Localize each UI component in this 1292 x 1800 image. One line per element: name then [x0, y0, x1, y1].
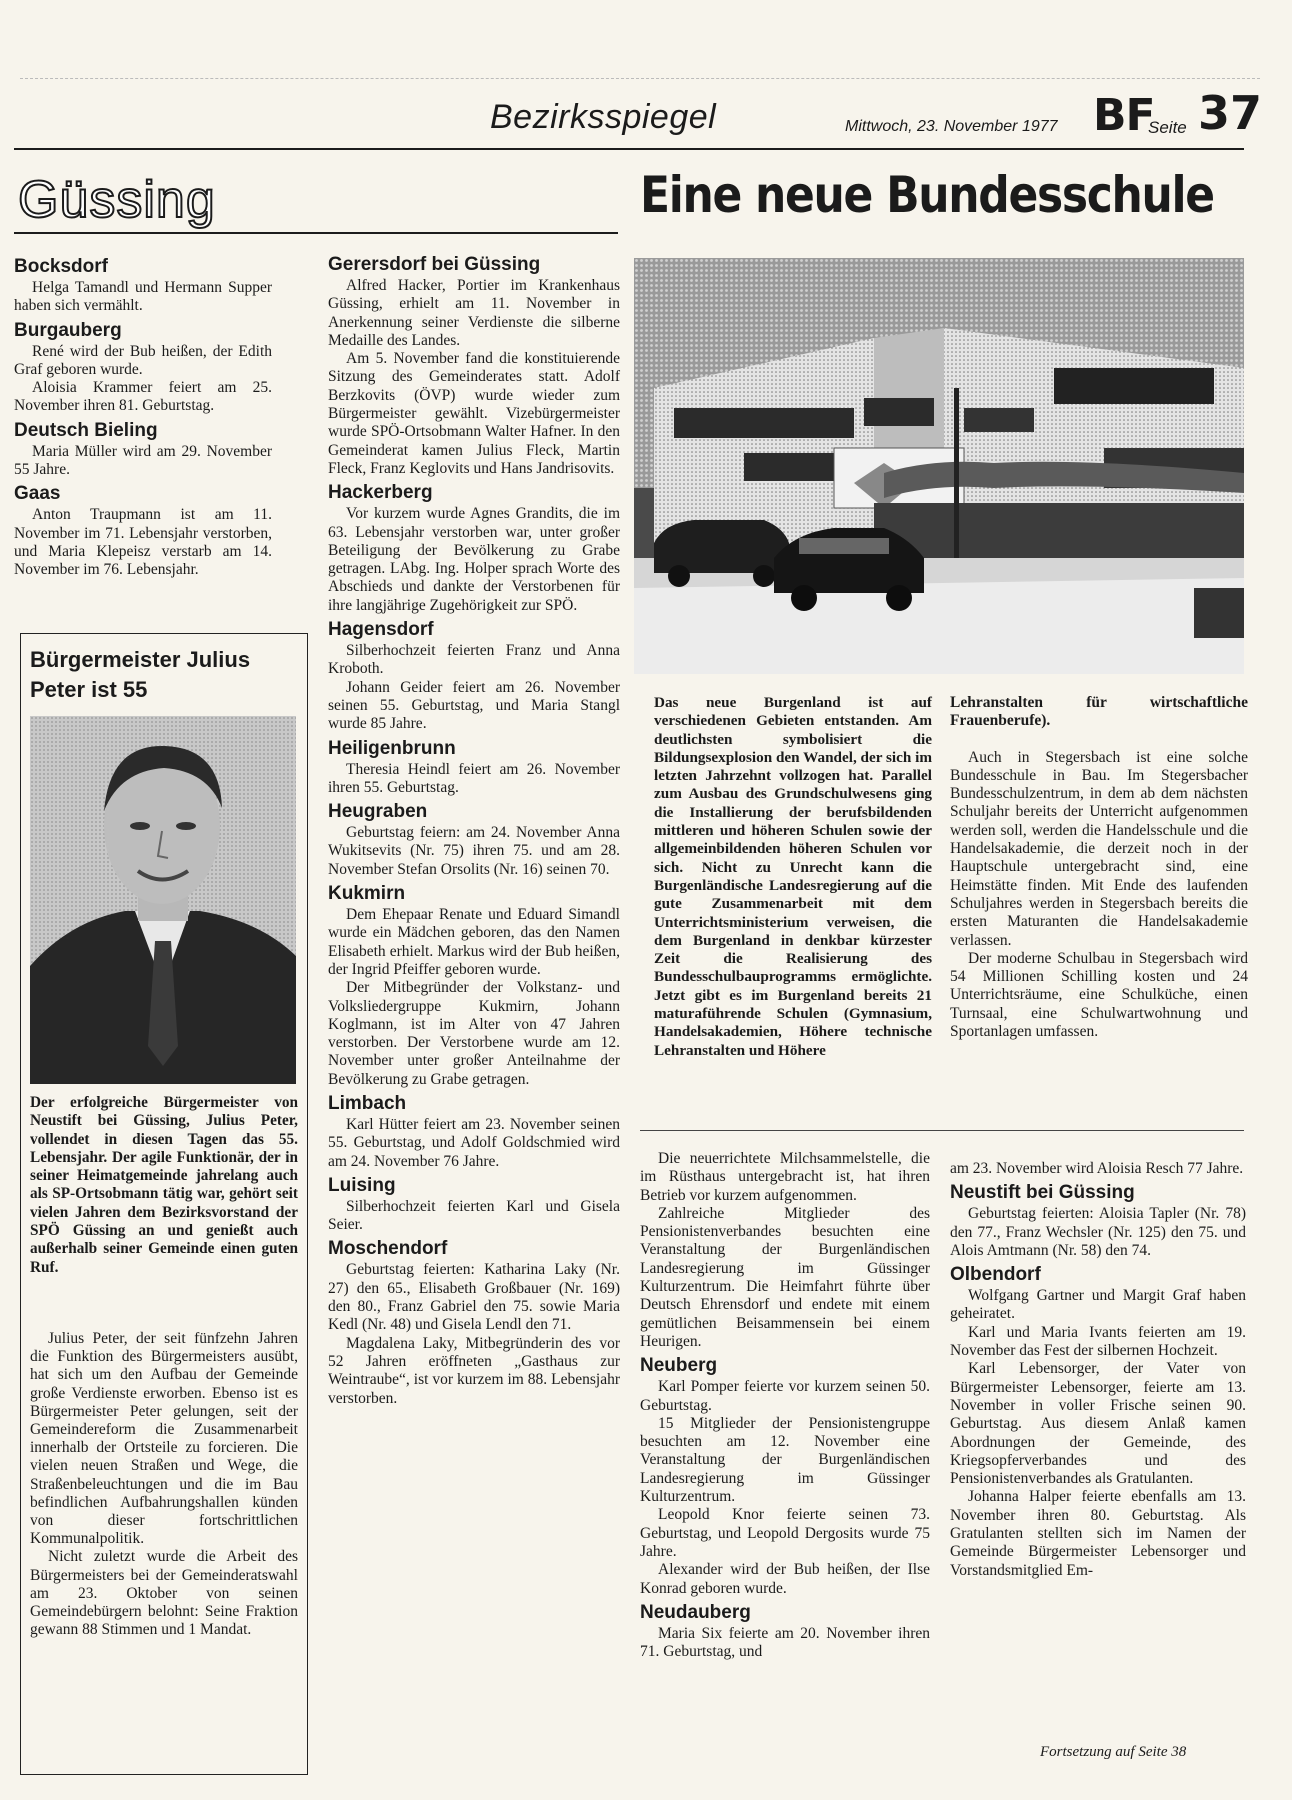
news-paragraph: Anton Traupmann ist am 11. November im 71. Lebensjahr verstorben, und Maria Klepeisz verstarb am 14. November im 76. Lebensjahr. — [14, 506, 272, 579]
issue-date: Mittwoch, 23. November 1977 — [845, 118, 1058, 135]
news-paragraph: Alfred Hacker, Portier im Krankenhaus Güssing, erhielt am 11. November in Anerkennung seiner Verdienste die silberne Medaille des Landes. — [328, 277, 620, 349]
news-paragraph: am 23. November wird Aloisia Resch 77 Jahre. — [950, 1160, 1244, 1177]
news-paragraph: Johann Geider feiert am 26. November seinen 55. Geburtstag, und Maria Stangl wurde 85 Jahre. — [328, 678, 620, 733]
column-1 — [14, 252, 272, 580]
page-number: 37 — [1198, 86, 1263, 140]
news-paragraph: Karl Lebensorger, der Vater von Bürgermeister Lebensorger, feierte am 13. November in voller Frische seinen 90. Geburtstag. Aus diesem Anlaß kamen Abordnungen der Gemeinde, des Kriegsopferverbandes und des Pensionistenverbandes als Gratulanten. — [950, 1360, 1246, 1488]
news-paragraph: Die neuerrichtete Milchsammelstelle, die im Rüsthaus untergebracht ist, hat ihren Betrieb vor kurzem aufgenommen. — [640, 1150, 930, 1204]
news-paragraph: Zahlreiche Mitglieder des Pensionistenverbandes besuchten eine Veranstaltung der Burgenländischen Landesregierung im Güssinger Kulturzentrum. Die Heimfahrt führte über Deutsch Ehrensdorf und endete mit einem gemütlichen Beisammensein bei einem Heurigen. — [640, 1204, 930, 1350]
profile-body-paragraph: Julius Peter, der seit fünfzehn Jahren die Funktion des Bürgermeisters ausübt, hat sich um den Aufbau der Gemeinde große Verdienste erworben. Ebenso ist es Bürgermeister Peter gelungen, seit der Gemeindereform die Zusammenarbeit innerhalb der Ortsteile zu forcieren. Die vielen neuen Straßen und Wege, die Straßenbeleuchtungen und die im Bau befindlichen Aufbahrungshallen künden von dieser fortschrittlichen Kommunalpolitik. — [30, 1330, 298, 1548]
portrait-photo — [30, 716, 296, 1084]
news-paragraph: Helga Tamandl und Hermann Supper haben sich vermählt. — [14, 279, 272, 315]
place-heading: Deutsch Bieling — [14, 419, 158, 441]
news-paragraph: Maria Müller wird am 29. November 55 Jahre. — [14, 442, 272, 479]
place-heading: Bocksdorf — [14, 256, 108, 277]
column-3 — [640, 1150, 930, 1661]
place-heading: Neuberg — [640, 1355, 718, 1377]
place-heading: Moschendorf — [328, 1238, 448, 1260]
continued-note: Fortsetzung auf Seite 38 — [1040, 1744, 1187, 1760]
column-4 — [950, 1160, 1246, 1580]
news-paragraph: Geburtstag feiern: am 24. November Anna Wukitsevits (Nr. 75) ihren 75. und am 28. November Stefan Orsolits (Nr. 16) seinen 70. — [328, 824, 620, 878]
place-heading: Gaas — [14, 483, 61, 505]
caption-continuation-bold: Lehranstalten für wirtschaftliche Frauenberufe). — [950, 694, 1248, 730]
news-paragraph: Wolfgang Gartner und Margit Graf haben geheiratet. — [950, 1287, 1246, 1323]
top-margin-line — [20, 78, 1260, 80]
news-paragraph: 15 Mitglieder der Pensionistengruppe besuchten am 12. November eine Veranstaltung der Burgenländischen Landesregierung im Güssinger Kulturzentrum. — [640, 1414, 930, 1506]
news-paragraph: Am 5. November fand die konstituierende Sitzung des Gemeinderates statt. Adolf Berzkovits (ÖVP) wurde wieder zum Bürgermeister gewählt. Vizebürgermeister wurde SPÖ-Ortsobmann Walter Hafner. In den Gemeinderat kamen Julius Fleck, Martin Fleck, Franz Keglovits und Hans Jandrisovits. — [328, 350, 620, 477]
section-title: Bezirksspiegel — [490, 98, 717, 136]
region-rule — [14, 232, 618, 234]
news-paragraph: Karl Pomper feierte vor kurzem seinen 50. Geburtstag. — [640, 1378, 930, 1414]
headline: Eine neue Bundesschule — [640, 166, 1214, 224]
place-heading: Burgauberg — [14, 319, 122, 341]
news-paragraph: Leopold Knor feierte seinen 73. Geburtstag, und Leopold Dergosits wurde 75 Jahre. — [640, 1506, 930, 1560]
place-heading: Gerersdorf bei Güssing — [328, 254, 541, 275]
news-paragraph: Karl und Maria Ivants feierten am 19. November das Fest der silbernen Hochzeit. — [950, 1323, 1246, 1360]
news-paragraph: Alexander wird der Bub heißen, der Ilse Konrad geboren wurde. — [640, 1561, 930, 1597]
news-paragraph: Karl Hütter feiert am 23. November seinen 55. Geburtstag, und Adolf Goldschmied wird am 24. November 76 Jahre. — [328, 1115, 620, 1170]
news-paragraph: Dem Ehepaar Renate und Eduard Simandl wurde ein Mädchen geboren, das den Namen Elisabeth erhielt. Markus wird der Bub heißen, der Ingrid Pfeiffer geboren wurde. — [328, 906, 620, 978]
place-heading: Hagensdorf — [328, 619, 434, 641]
article-paragraph: Der moderne Schulbau in Stegersbach wird 54 Millionen Schilling kosten und 24 Unterrichtsräume, eine Schulküche, einen Turnsaal, eine Schulwartwohnung und Sportanlagen umfassen. — [950, 949, 1248, 1041]
news-paragraph: Johanna Halper feierte ebenfalls am 13. November ihren 80. Geburtstag. Als Gratulanten stellten sich im Namen der Gemeinde Bürgermeister Lebensorger und Vorstandsmitglied Em- — [950, 1488, 1246, 1579]
place-heading: Kukmirn — [328, 883, 406, 905]
news-paragraph: Der Mitbegründer der Volkstanz- und Volksliedergruppe Kukmirn, Johann Koglmann, ist im Alter von 47 Jahren verstorben. Der Verstorbene wurde am 12. November unter großer Anteilnahme der Bevölkerung zu Grabe getragen. — [328, 979, 620, 1088]
photo-caption-lead: Das neue Burgenland ist auf verschiedenen Gebieten entstanden. Am deutlichsten symbolisiert die Bildungsexplosion den Wandel, der sich im letzten Jahrzehnt vollzogen hat. Parallel zum Ausbau des Grundschulwesens ging die Installierung der berufsbildenden mittleren und höheren Schulen sowie der allgemeinbildenden höheren Schulen vor sich. Nicht zu Unrecht kann die Burgenländische Landesregierung auf die gute Zusammenarbeit mit dem Unterrichtsministerium verweisen, die dem Burgenland in denkbar kürzester Zeit die Realisierung des Bundesschulbauprogramms ermöglichte. Jetzt gibt es im Burgenland bereits 21 maturaführende Schulen (Gymnasium, Handelsakademien, Höhere technische Lehranstalten und Höhere — [654, 694, 932, 1059]
news-paragraph: Maria Six feierte am 20. November ihren 71. Geburtstag, und — [640, 1624, 930, 1661]
news-paragraph: Silberhochzeit feierten Karl und Gisela Seier. — [328, 1197, 620, 1234]
news-paragraph: Geburtstag feierten: Aloisia Tapler (Nr. 78) den 77., Franz Wechsler (Nr. 125) den 75. und Alois Amtmann (Nr. 58) den 74. — [950, 1205, 1246, 1259]
profile-body-paragraph: Nicht zuletzt wurde die Arbeit des Bürgermeisters bei der Gemeinderatswahl am 23. Oktober von seinen Gemeindebürgern belohnt: Seine Fraktion gewann 88 Stimmen und 1 Mandat. — [30, 1548, 298, 1639]
place-heading: Neustift bei Güssing — [950, 1182, 1135, 1204]
school-building-photo — [634, 258, 1244, 674]
place-heading: Hackerberg — [328, 482, 433, 504]
profile-lead: Der erfolgreiche Bürgermeister von Neustift bei Güssing, Julius Peter, vollendet in diesen Tagen das 55. Lebensjahr. Der agile Funktionär, der in seiner Heimatgemeinde jahrelang auch als SP-Ortsobmann tätig war, gehört seit vielen Jahren dem Bezirksvorstand der SPÖ Güssing an und genießt auch außerhalb seiner Gemeinde einen guten Ruf. — [30, 1094, 298, 1276]
page-label: Seite — [1148, 118, 1187, 137]
news-paragraph: René wird der Bub heißen, der Edith Graf geboren wurde. — [14, 342, 272, 378]
news-paragraph: Geburtstag feierten: Katharina Laky (Nr. 27) den 65., Elisabeth Großbauer (Nr. 169) den 80., Franz Gabriel den 75. sowie Maria Kedl (Nr. 48) und Gisela Lendl den 71. — [328, 1261, 620, 1334]
news-paragraph: Vor kurzem wurde Agnes Grandits, die im 63. Lebensjahr verstorben war, unter großer Beteiligung der Bevölkerung zu Grabe getragen. LAbg. Ing. Holper sprach Worte des Abschieds und dankte der Verstorbenen für ihre langjährige Zugehörigkeit zur SPÖ. — [328, 505, 620, 614]
header-rule — [14, 148, 1244, 150]
news-paragraph: Aloisia Krammer feiert am 25. November ihren 81. Geburtstag. — [14, 379, 272, 415]
place-heading: Neudauberg — [640, 1601, 751, 1623]
place-heading: Heiligenbrunn — [328, 737, 456, 759]
profile-body — [30, 1330, 298, 1639]
column-divider — [640, 1130, 1244, 1131]
place-heading: Olbendorf — [950, 1264, 1041, 1286]
region-title: Güssing — [18, 171, 216, 229]
place-heading: Limbach — [328, 1092, 407, 1114]
newspaper-logo: BF — [1093, 90, 1155, 141]
news-paragraph: Silberhochzeit feierten Franz und Anna Kroboth. — [328, 642, 620, 678]
news-paragraph: Theresia Heindl feiert am 26. November ihren 55. Geburtstag. — [328, 760, 620, 796]
column-2 — [328, 250, 620, 1408]
place-heading: Luising — [328, 1174, 396, 1196]
place-heading: Heugraben — [328, 801, 428, 823]
article-paragraph: Auch in Stegersbach ist eine solche Bundesschule in Bau. Im Stegersbacher Bundesschulzentrum, in dem ab dem nächsten Schuljahr bereits der Unterricht aufgenommen werden soll, werden die Handelsschule und die Handelsakademie, die derzeit noch in der Hauptschule untergebracht sind, eine Heimstätte finden. Mit Ende des laufenden Schuljahres werden in Stegersbach bereits die ersten Maturanten die Handelsakademie verlassen. — [950, 748, 1248, 949]
news-paragraph: Magdalena Laky, Mitbegründerin des vor 52 Jahren eröffneten „Gasthaus zur Weintraube“, ist vor kurzem im 88. Lebensjahr verstorben. — [328, 1334, 620, 1407]
article-continuation — [950, 694, 1248, 1041]
profile-title: Bürgermeister Julius Peter ist 55 — [30, 647, 251, 702]
